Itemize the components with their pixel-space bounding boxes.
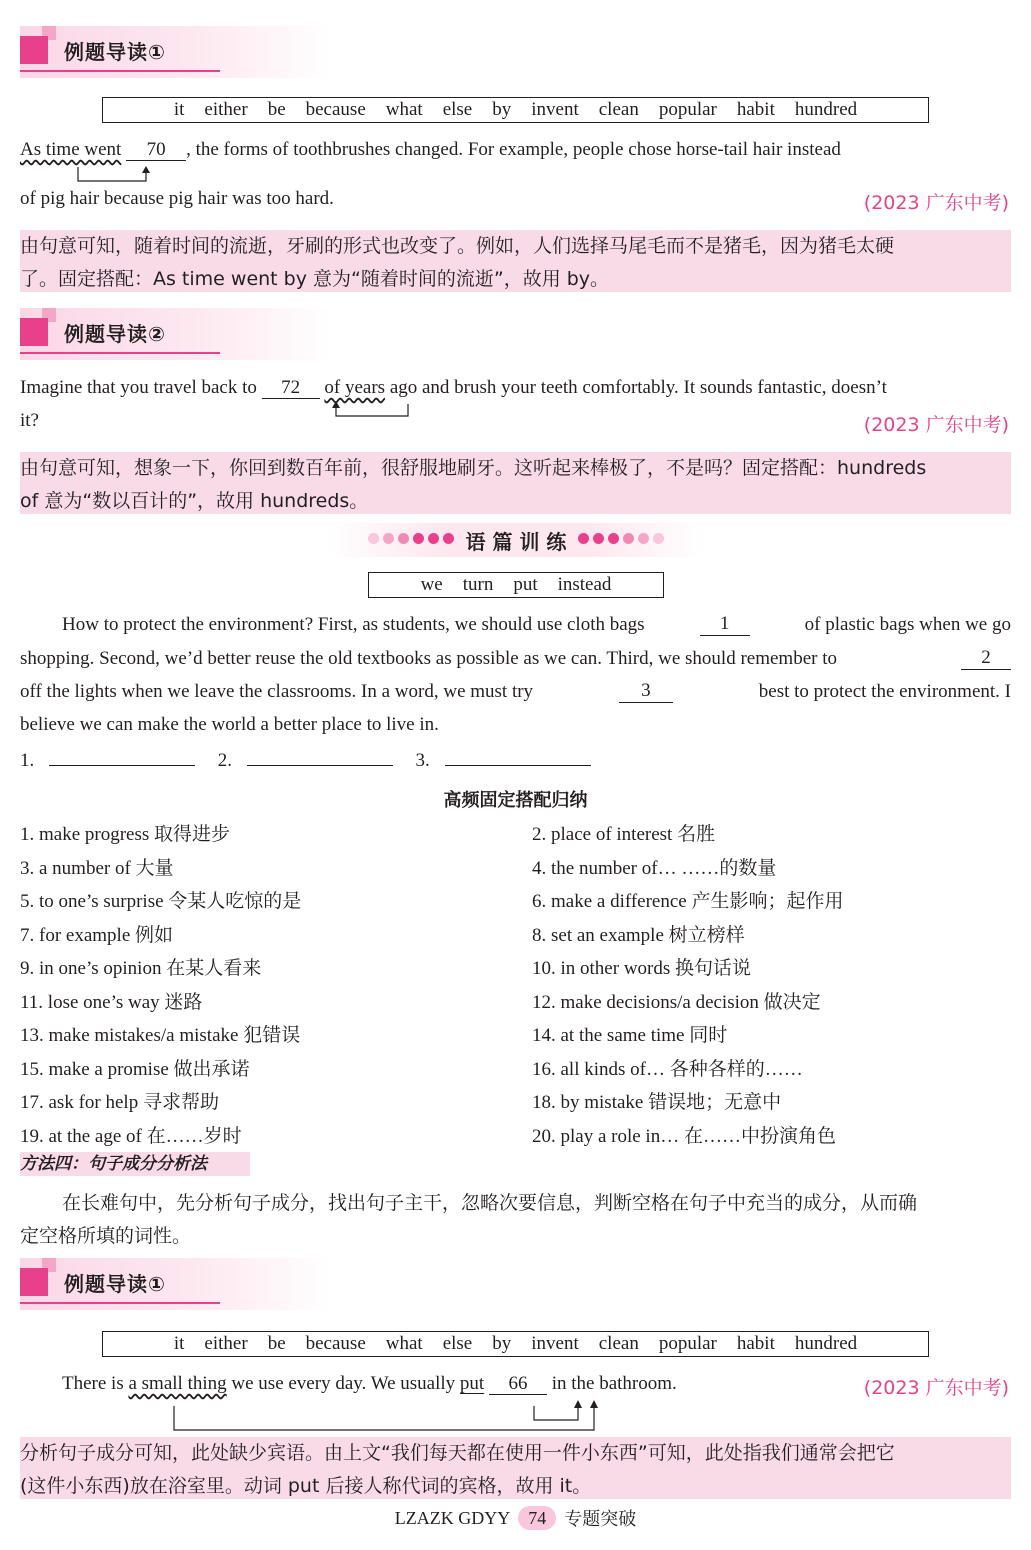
dot-decoration-left (366, 531, 456, 549)
word-bank-item: what (385, 99, 423, 120)
word-bank-item: by (492, 1333, 512, 1354)
example1-phrase: As time went (20, 139, 122, 160)
passage-line-1 (20, 614, 1011, 636)
word-bank-item: else (442, 1333, 473, 1354)
word-bank-item: popular (658, 99, 717, 120)
word-bank-item: be (267, 1333, 286, 1354)
collocation-item: 10. in other words 换句话说 (532, 958, 752, 979)
word-bank-item: either (204, 1333, 248, 1354)
source-label: (2023 广东中考) (863, 192, 1009, 214)
example3-phrase: a small thing (128, 1373, 227, 1394)
passage-line-3 (20, 681, 1011, 703)
word-bank-item: it (173, 1333, 185, 1354)
passage-text: How to protect the environment? First, as students, we should use cloth bags (62, 614, 645, 635)
passage-blank-1[interactable]: 1 (700, 614, 750, 636)
explanation-box-3 (20, 1437, 1011, 1499)
word-bank-item: by (492, 99, 512, 120)
passage-banner-title: 语 篇 训 练 (465, 529, 567, 554)
collocation-item: 20. play a role in… 在……中扮演角色 (532, 1125, 836, 1147)
word-bank-item: popular (658, 1333, 717, 1354)
explanation-line: 由句意可知，随着时间的流逝，牙刷的形式也改变了。例如，人们选择马尾毛而不是猪毛，因为猪毛太硬 (20, 235, 895, 257)
example1-text-2: For example, people chose horse-tail hair instead (467, 139, 841, 160)
passage-blank-2[interactable]: 2 (961, 648, 1011, 670)
example2-sentence-line1 (20, 377, 1011, 399)
answer-field-3[interactable] (445, 765, 591, 766)
collocation-item: 15. make a promise 做出承诺 (20, 1058, 250, 1080)
collocation-item: 14. at the same time 同时 (532, 1025, 728, 1046)
collocation-item: 17. ask for help 寻求帮助 (20, 1092, 219, 1113)
word-bank-box (368, 572, 664, 598)
example3-text-4: in the bathroom. (551, 1373, 677, 1394)
method-body-line: 定空格所填的词性。 (20, 1225, 192, 1247)
example-heading-title: 例题导读② (64, 322, 166, 346)
answer-field-2[interactable] (247, 765, 393, 766)
example2-sentence-line2: it? (20, 410, 39, 431)
passage-line-4: believe we can make the world a better place to live in. (20, 714, 439, 735)
connector-arrow (168, 1398, 608, 1434)
collocation-item: 19. at the age of 在……岁时 (20, 1125, 242, 1147)
word-bank-box (102, 1331, 929, 1357)
answer-label-3: 3. (415, 750, 430, 771)
dot-decoration-right (576, 531, 666, 549)
word-bank-item: it (173, 99, 185, 120)
collocation-item: 6. make a difference 产生影响；起作用 (532, 891, 844, 912)
example1-sentence-line1 (20, 139, 1011, 161)
collocation-item: 5. to one’s surprise 令某人吃惊的是 (20, 891, 302, 912)
word-bank-item: instead (557, 574, 612, 595)
passage-text: best to protect the environment. I (758, 681, 1011, 702)
collocation-item: 11. lose one’s way 迷路 (20, 991, 203, 1013)
passage-text: shopping. Second, we’d better reuse the old textbooks as possible as we can. Third, we should remember to (20, 648, 837, 669)
collocation-item: 2. place of interest 名胜 (532, 824, 716, 845)
word-bank-item: because (305, 99, 366, 120)
example-heading-title: 例题导读① (64, 40, 166, 64)
word-bank-item: habit (736, 1333, 775, 1354)
word-bank-item: we (420, 574, 443, 595)
example3-text: There is (62, 1373, 124, 1394)
word-bank-item: put (513, 574, 538, 595)
example1-sentence-line2: of pig hair because pig hair was too hard. (20, 188, 334, 209)
word-bank-item: be (267, 99, 286, 120)
source-label: (2023 广东中考) (863, 1377, 1009, 1399)
method-title: 方法四：句子成分分析法 (20, 1152, 250, 1176)
collocation-item: 8. set an example 树立榜样 (532, 924, 745, 946)
answer-blank-66[interactable]: 66 (489, 1374, 547, 1395)
word-bank-item: hundred (794, 1333, 858, 1354)
word-bank-item: clean (598, 1333, 639, 1354)
word-bank-item: else (442, 99, 473, 120)
word-bank-item: invent (531, 99, 579, 120)
example-heading-3 (20, 1258, 332, 1310)
collocation-item: 7. for example 例如 (20, 924, 174, 946)
passage-text: off the lights when we leave the classrooms. In a word, we must try (20, 681, 534, 702)
explanation-box-1 (20, 230, 1011, 292)
example-heading-2 (20, 308, 332, 360)
collocation-item: 3. a number of 大量 (20, 857, 174, 879)
collocation-item: 1. make progress 取得进步 (20, 824, 231, 845)
explanation-line: 了。固定搭配：As time went by 意为“随着时间的流逝”，故用 by。 (20, 268, 610, 290)
footer-section-name: 专题突破 (564, 1509, 637, 1530)
explanation-line: (这件小东西)放在浴室里。动词 put 后接人称代词的宾格，故用 it。 (20, 1475, 592, 1497)
word-bank-item: either (204, 99, 248, 120)
passage-line-2 (20, 648, 1011, 670)
collocation-item: 16. all kinds of… 各种各样的…… (532, 1058, 803, 1080)
example2-text-2: ago and brush your teeth comfortably. (389, 377, 679, 398)
collocation-item: 13. make mistakes/a mistake 犯错误 (20, 1025, 301, 1046)
source-label: (2023 广东中考) (863, 414, 1009, 436)
explanation-line: 分析句子成分可知，此处缺少宾语。由上文“我们每天都在使用一件小东西”可知，此处指我们通常会把它 (20, 1442, 895, 1464)
example3-text-3: We usually (370, 1373, 456, 1394)
example-heading-1 (20, 26, 332, 78)
word-bank-item: turn (462, 574, 494, 595)
word-bank-item: hundred (794, 99, 858, 120)
example1-text: , the forms of toothbrushes changed. (186, 139, 464, 160)
answer-blank-70[interactable]: 70 (126, 140, 186, 161)
collocations-title: 高频固定搭配归纳 (443, 790, 588, 811)
footer-series-code: LZAZK GDYY (394, 1507, 511, 1528)
example2-text-3: It sounds fantastic, doesn’t (683, 377, 887, 398)
answer-field-1[interactable] (49, 765, 195, 766)
answer-label-2: 2. (217, 750, 232, 771)
explanation-line: of 意为“数以百计的”，故用 hundreds。 (20, 490, 369, 512)
passage-blank-3[interactable]: 3 (619, 681, 673, 703)
page-number: 74 (518, 1506, 556, 1530)
example2-text: Imagine that you travel back to (20, 377, 257, 398)
collocation-item: 9. in one’s opinion 在某人看来 (20, 958, 262, 979)
answer-label-1: 1. (20, 750, 35, 771)
method-body-line: 在长难句中，先分析句子成分，找出句子主干，忽略次要信息，判断空格在句子中充当的成分，从而确 (62, 1192, 918, 1214)
passage-text: of plastic bags when we go (804, 614, 1011, 635)
answer-row (20, 750, 1011, 772)
explanation-line: 由句意可知，想象一下，你回到数百年前，很舒服地刷牙。这听起来棒极了，不是吗？固定搭配：hundreds (20, 457, 927, 479)
example-heading-title: 例题导读① (64, 1272, 166, 1296)
connector-arrow (76, 165, 156, 185)
word-bank-item: clean (598, 99, 639, 120)
answer-blank-72[interactable]: 72 (262, 378, 320, 399)
word-bank-box (102, 97, 929, 123)
word-bank-item: what (385, 1333, 423, 1354)
word-bank-item: invent (531, 1333, 579, 1354)
example3-verb: put (459, 1373, 485, 1394)
page-footer (0, 1505, 1031, 1531)
example2-phrase: of years (324, 377, 386, 398)
passage-banner (328, 523, 704, 557)
word-bank-item: habit (736, 99, 775, 120)
word-bank-item: because (305, 1333, 366, 1354)
collocation-item: 4. the number of… ……的数量 (532, 857, 777, 879)
collocation-item: 12. make decisions/a decision 做决定 (532, 991, 821, 1013)
example3-text-2: we use every day. (231, 1373, 367, 1394)
method-body (20, 1187, 1011, 1253)
explanation-box-2 (20, 452, 1011, 514)
collocation-item: 18. by mistake 错误地；无意中 (532, 1092, 782, 1113)
